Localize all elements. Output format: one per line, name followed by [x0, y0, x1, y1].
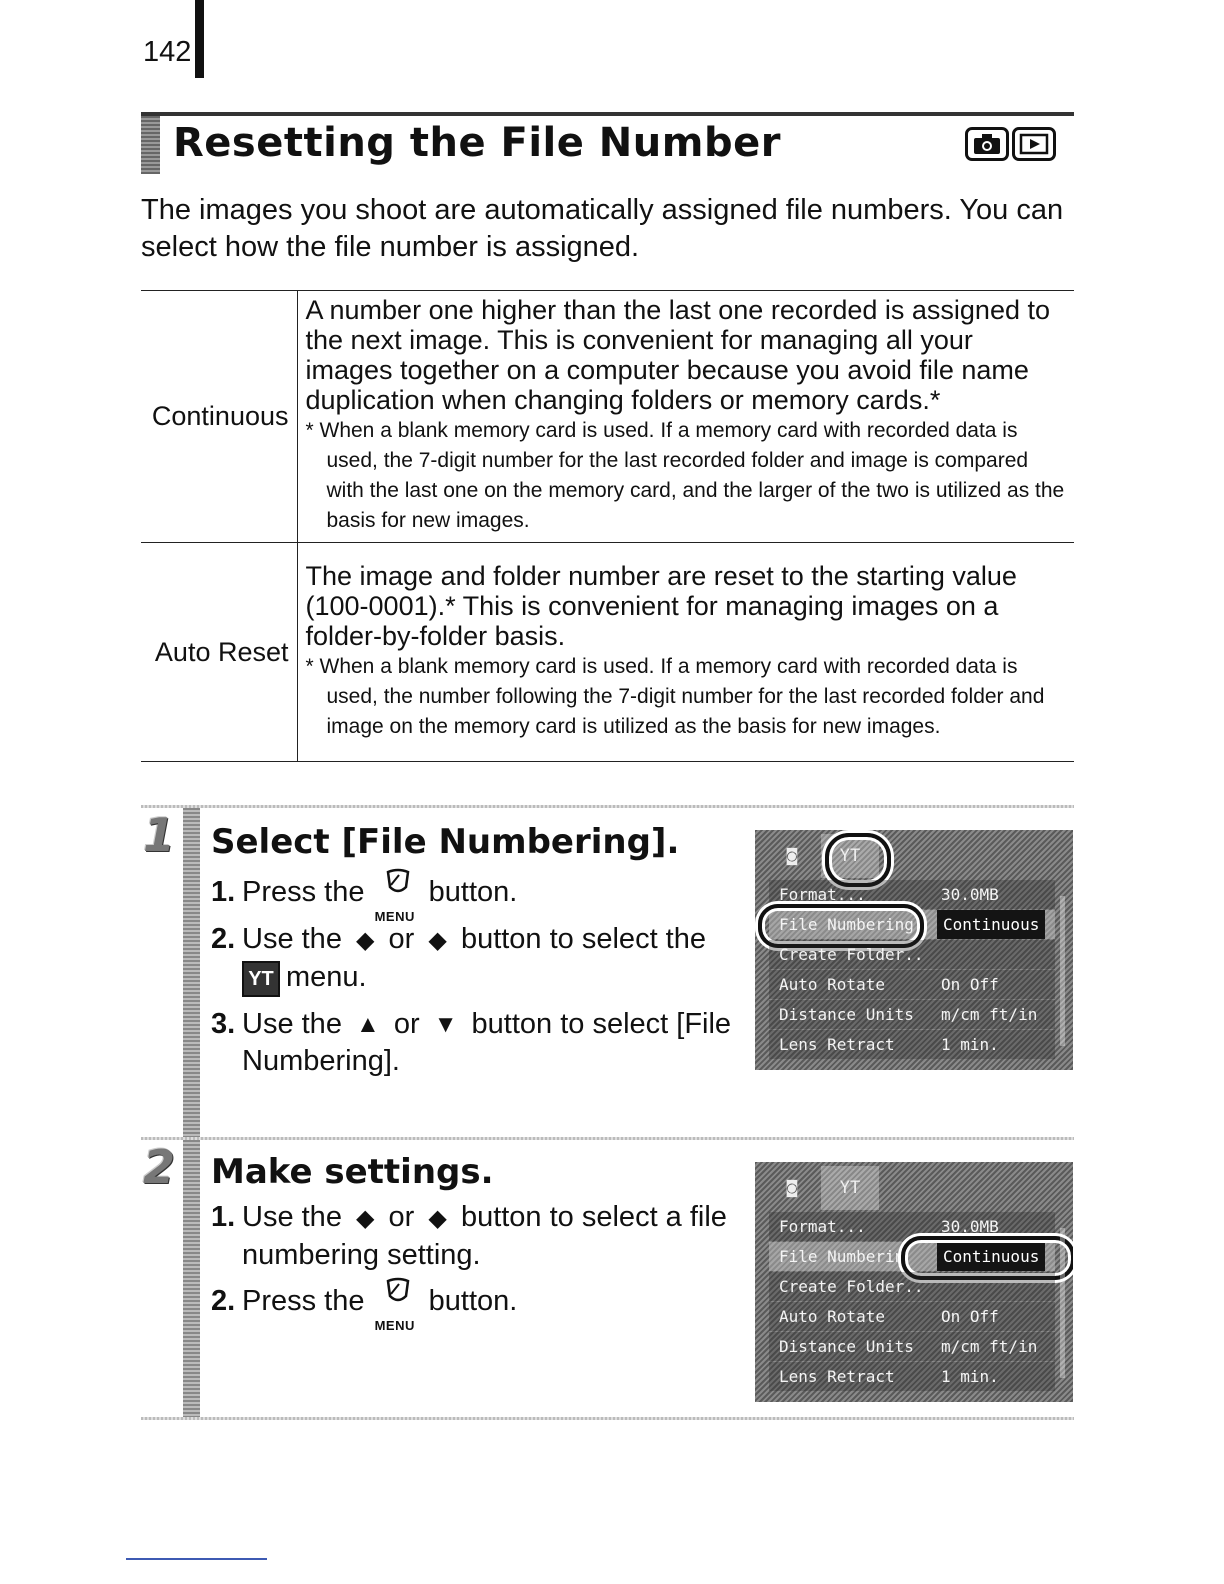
item-text: Use the	[242, 1007, 342, 1040]
list-item	[211, 921, 741, 996]
menu-label: File Numbering	[779, 915, 914, 934]
intro-paragraph: The images you shoot are automatically assigned file numbers. You can select how the file number is assigned.	[141, 194, 1064, 263]
menu-value: Continuous	[937, 910, 1045, 939]
bottom-divider	[141, 1417, 1074, 1420]
table-row	[141, 291, 1074, 543]
menu-value: 30.0MB	[941, 885, 999, 904]
left-arrow-icon: ◆	[356, 1204, 375, 1232]
menu-row	[769, 1302, 1055, 1331]
item-text: button.	[428, 876, 518, 908]
page-number: 142	[143, 36, 192, 68]
menu-label: Auto Rotate	[779, 975, 885, 994]
item-text: or	[393, 1007, 420, 1040]
menu-value: m/cm ft/in	[941, 1337, 1038, 1356]
step-number: 2	[143, 1140, 176, 1194]
menu-tabs	[763, 1166, 879, 1210]
menu-label: Create Folder..	[779, 1277, 924, 1296]
item-text: Use the	[242, 923, 342, 956]
menu-label: Format...	[779, 885, 866, 904]
item-text: Press the	[242, 1284, 365, 1317]
menu-label: Auto Rotate	[779, 1307, 885, 1326]
step-instructions	[211, 1199, 741, 1334]
down-arrow-icon: ▼	[433, 1011, 458, 1039]
menu-value: On Off	[941, 1307, 999, 1326]
tools-tab-icon: YT	[821, 1166, 879, 1210]
item-number: 1.	[211, 876, 236, 908]
list-item	[211, 1006, 741, 1081]
step-divider	[141, 805, 1074, 808]
table-row	[141, 543, 1074, 762]
title-marker	[141, 116, 160, 174]
camera-tab-icon: ◙	[786, 846, 798, 866]
playback-mode-icon	[1012, 127, 1056, 161]
file-numbering-options-table	[141, 290, 1074, 762]
list-item	[211, 874, 741, 925]
right-arrow-icon: ◆	[428, 927, 447, 955]
item-text: menu.	[286, 961, 367, 994]
item-number: 1.	[211, 1201, 236, 1233]
item-text: button to select the	[460, 923, 706, 956]
menu-label: File Numberin	[779, 1247, 905, 1266]
left-arrow-icon: ◆	[356, 927, 375, 955]
up-arrow-icon: ▲	[356, 1011, 380, 1039]
section-title: Resetting the File Number	[173, 120, 781, 166]
menu-label: Format...	[779, 1217, 866, 1236]
item-text: or	[388, 923, 415, 956]
menu-row	[769, 1030, 1055, 1059]
item-text: button to select [File Numbering].	[242, 1007, 732, 1078]
item-text: Press the	[242, 876, 365, 908]
menu-value: 1 min.	[941, 1367, 999, 1386]
step-title: Select [File Numbering].	[211, 822, 680, 862]
option-description: The image and folder number are reset to the starting value (100-0001).* This is convenient for managing images on a folder-by-folder basis.	[305, 560, 1017, 651]
list-item	[211, 1283, 741, 1334]
step-title: Make settings.	[211, 1152, 494, 1192]
option-footnote: * When a blank memory card is used. If a memory card with recorded data is used, the 7-digit number for the last recorded folder and image is compared with the last one on the memory card, and the larger of the two is utilized as the basis for new images.	[305, 419, 1065, 532]
menu-row	[769, 1362, 1055, 1391]
menu-button-icon	[374, 874, 417, 925]
menu-label: Lens Retract	[779, 1035, 895, 1054]
menu-label: Create Folder..	[779, 945, 924, 964]
item-number: 3.	[211, 1007, 236, 1040]
menu-value: m/cm ft/in	[941, 1005, 1038, 1024]
step-instructions	[211, 874, 741, 1089]
option-description-cell	[297, 291, 1074, 543]
camera-tab-icon: ◙	[786, 1178, 798, 1198]
option-name: Continuous	[141, 291, 297, 543]
step-bar	[183, 1140, 200, 1418]
menu-row	[769, 1332, 1055, 1361]
option-footnote: * When a blank memory card is used. If a memory card with recorded data is used, the number following the 7-digit number for the last recorded folder and image on the memory card is utilized as the basis for new images.	[305, 654, 1045, 738]
camera-menu-screenshot	[755, 1162, 1073, 1402]
item-number: 2.	[211, 1284, 236, 1317]
item-text: or	[388, 1201, 415, 1233]
menu-row	[769, 1272, 1055, 1301]
menu-button-label: MENU	[374, 909, 415, 925]
menu-row	[769, 940, 1055, 969]
menu-value: 30.0MB	[941, 1217, 999, 1236]
menu-value: On Off	[941, 975, 999, 994]
menu-value: Continuous	[937, 1242, 1045, 1271]
page-number-bar	[195, 0, 204, 78]
mode-icons	[965, 127, 1056, 161]
step-bar	[183, 808, 200, 1138]
step-number: 1	[143, 808, 176, 862]
item-number: 2.	[211, 923, 236, 956]
menu-scrollbar	[1060, 896, 1065, 1046]
camera-menu-screenshot	[755, 830, 1073, 1070]
tools-menu-icon: YT	[242, 961, 280, 997]
option-description: A number one higher than the last one recorded is assigned to the next image. This is convenient for managing all your images together on a computer because you avoid file name duplication when changing folders or memory cards.*	[305, 295, 1050, 415]
title-rule	[141, 112, 1074, 116]
camera-mode-icon	[965, 127, 1009, 161]
menu-button-label: MENU	[374, 1318, 415, 1334]
menu-value: 1 min.	[941, 1035, 999, 1054]
step-divider	[141, 1137, 1074, 1140]
right-arrow-icon: ◆	[428, 1204, 447, 1232]
menu-scrollbar	[1060, 1228, 1065, 1378]
menu-label: Distance Units	[779, 1005, 914, 1024]
tools-tab-icon: YT	[821, 834, 879, 878]
footer-link-underline	[126, 1558, 267, 1560]
highlight-ring	[825, 833, 891, 887]
option-name: Auto Reset	[141, 543, 297, 762]
item-text: button to select a file numbering setting.	[242, 1201, 727, 1271]
menu-label: Lens Retract	[779, 1367, 895, 1386]
menu-row	[769, 1000, 1055, 1029]
option-description-cell	[297, 543, 1074, 762]
list-item	[211, 1199, 741, 1274]
menu-label: Distance Units	[779, 1337, 914, 1356]
menu-row	[769, 970, 1055, 999]
item-text: Use the	[242, 1201, 342, 1233]
item-text: button.	[428, 1284, 518, 1317]
menu-button-icon	[374, 1283, 417, 1334]
